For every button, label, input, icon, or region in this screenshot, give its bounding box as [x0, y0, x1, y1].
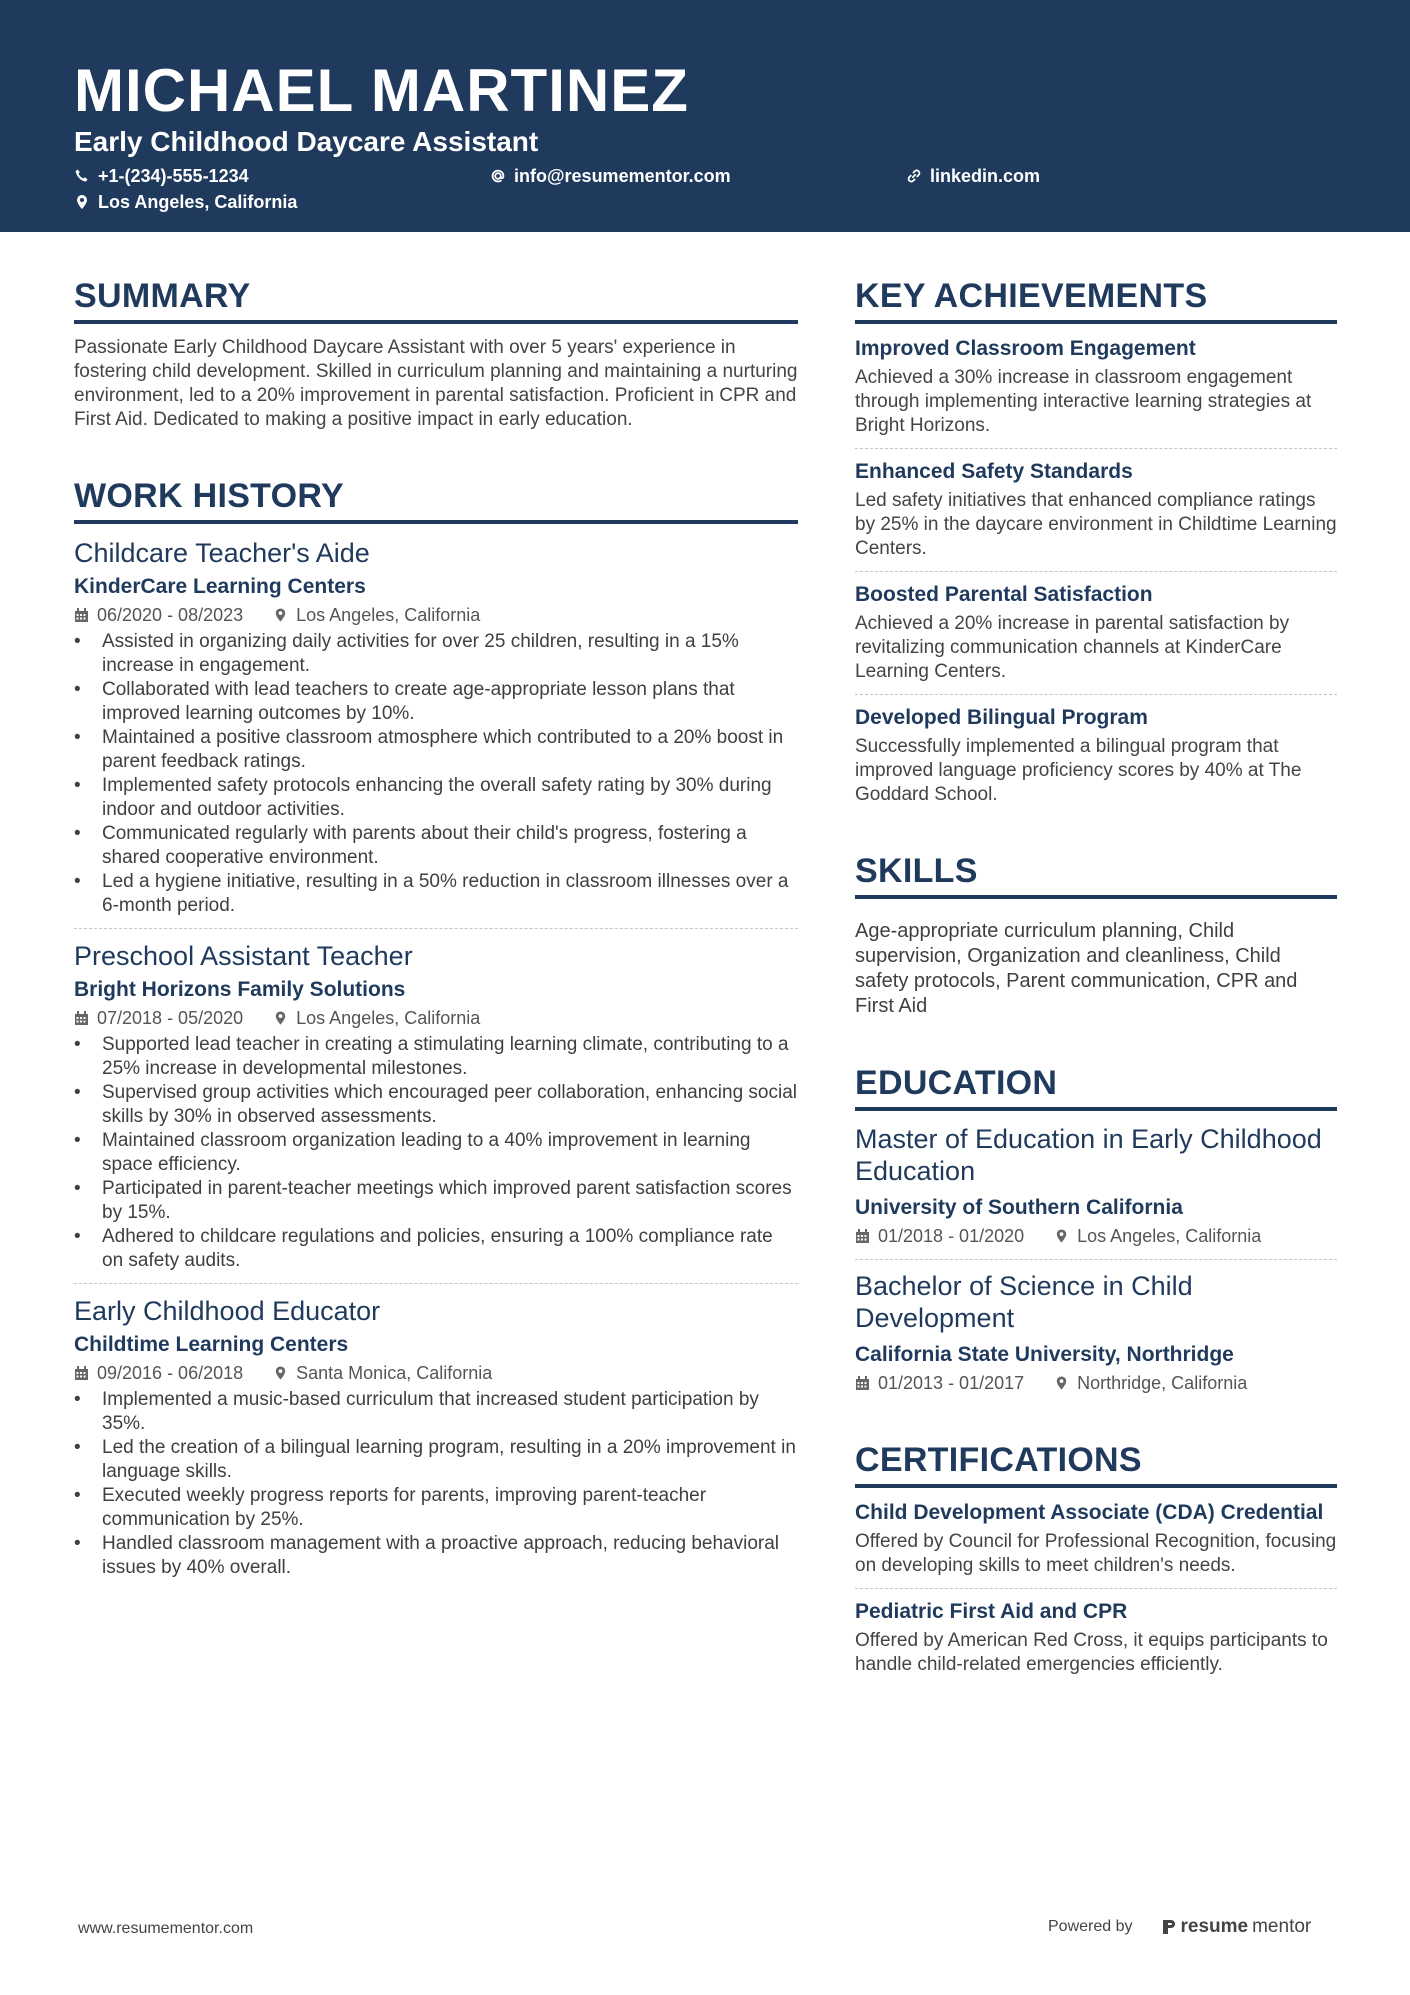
resumementor-logo-icon: [1161, 1918, 1177, 1936]
skills-text: Age-appropriate curriculum planning, Child supervision, Organization and cleanliness, Child safety protocols, Parent communication, CPR and First Aid: [855, 920, 1298, 1017]
work-history-heading: WORK HISTORY: [74, 472, 798, 524]
job-meta: [74, 1005, 798, 1031]
certifications-heading: CERTIFICATIONS: [855, 1436, 1337, 1488]
link-icon: [906, 168, 922, 184]
achievement-item: [855, 705, 1337, 807]
contact-linkedin[interactable]: [906, 166, 1286, 186]
entry-divider: [74, 1283, 798, 1284]
location-pin-icon: [1054, 1375, 1069, 1391]
certification-desc: Offered by Council for Professional Recognition, focusing on developing skills to meet children's needs.: [855, 1531, 1337, 1576]
education-degree: Master of Education in Early Childhood Education: [855, 1124, 1322, 1186]
job-entry: [74, 1294, 798, 1580]
education-school: University of Southern California: [855, 1196, 1183, 1219]
job-location: [273, 1360, 492, 1386]
list-item: • Collaborated with lead teachers to create age-appropriate lesson plans that improved learning outcomes by 10%.: [74, 678, 798, 726]
entry-divider: [855, 1259, 1337, 1260]
list-item: • Maintained classroom organization leading to a 40% improvement in learning space efficiency.: [74, 1129, 798, 1177]
education-dates: [855, 1223, 1024, 1249]
achievement-item: [855, 336, 1337, 438]
job-entry: [74, 939, 798, 1273]
brand-name-light: mentor: [1252, 1916, 1312, 1937]
education-item: [855, 1270, 1337, 1396]
achievement-desc: Achieved a 20% increase in parental satisfaction by revitalizing communication channels at KinderCare Learning Centers.: [855, 613, 1290, 682]
education-location: [1054, 1370, 1247, 1396]
list-item: • Led the creation of a bilingual learning program, resulting in a 20% improvement in language skills.: [74, 1436, 798, 1484]
job-bullets: [74, 630, 798, 918]
education-dates-text: 01/2018 - 01/2020: [878, 1226, 1025, 1246]
location-pin-icon: [273, 607, 288, 623]
right-column: [855, 272, 1337, 1717]
entry-divider: [855, 1588, 1337, 1589]
achievement-title: Boosted Parental Satisfaction: [855, 583, 1153, 606]
certification-item: [855, 1500, 1337, 1578]
job-title: Early Childhood Educator: [74, 1296, 381, 1326]
education-degree: Bachelor of Science in Child Development: [855, 1271, 1193, 1333]
certification-title: Child Development Associate (CDA) Credential: [855, 1501, 1324, 1524]
list-item: • Participated in parent-teacher meetings which improved parent satisfaction scores by 15%.: [74, 1177, 798, 1225]
education-meta: [855, 1223, 1337, 1249]
list-item: • Led a hygiene initiative, resulting in a 50% reduction in classroom illnesses over a 6-month period.: [74, 870, 798, 918]
education-school: California State University, Northridge: [855, 1343, 1234, 1366]
job-dates-text: 09/2016 - 06/2018: [97, 1363, 244, 1383]
calendar-icon: [855, 1228, 870, 1244]
candidate-role: Early Childhood Daycare Assistant: [74, 126, 539, 157]
work-history-section: [74, 472, 798, 1580]
job-dates-text: 06/2020 - 08/2023: [97, 605, 244, 625]
footer-branding: [1048, 1916, 1311, 1938]
location-pin-icon: [74, 194, 90, 210]
job-company: KinderCare Learning Centers: [74, 575, 366, 598]
education-dates: [855, 1370, 1024, 1396]
job-company: Childtime Learning Centers: [74, 1333, 349, 1356]
linkedin-text: linkedin.com: [930, 166, 1041, 186]
job-location-text: Los Angeles, California: [296, 1008, 481, 1028]
achievement-desc: Successfully implemented a bilingual program that improved language proficiency scores by 40% at The Goddard School.: [855, 736, 1302, 805]
phone-icon: [74, 168, 90, 184]
job-location: [273, 1005, 480, 1031]
education-meta: [855, 1370, 1337, 1396]
achievements-heading: KEY ACHIEVEMENTS: [855, 272, 1337, 324]
location-pin-icon: [273, 1365, 288, 1381]
achievement-item: [855, 582, 1337, 684]
list-item: • Implemented safety protocols enhancing the overall safety rating by 30% during indoor and outdoor activities.: [74, 774, 798, 822]
list-item: • Communicated regularly with parents about their child's progress, fostering a shared cooperative environment.: [74, 822, 798, 870]
job-dates: [74, 602, 243, 628]
job-dates: [74, 1005, 243, 1031]
powered-by-label: Powered by: [1048, 1918, 1133, 1935]
list-item: • Supervised group activities which encouraged peer collaboration, enhancing social skills by 30% in observed assessments.: [74, 1081, 798, 1129]
calendar-icon: [74, 607, 89, 623]
job-meta: [74, 1360, 798, 1386]
location-pin-icon: [1054, 1228, 1069, 1244]
education-heading: EDUCATION: [855, 1059, 1337, 1111]
summary-section: [74, 272, 798, 432]
job-dates-text: 07/2018 - 05/2020: [97, 1008, 244, 1028]
contact-location: [74, 192, 490, 212]
achievement-desc: Achieved a 30% increase in classroom engagement through implementing interactive learning strategies at Bright Horizons.: [855, 367, 1312, 436]
education-location-text: Northridge, California: [1077, 1373, 1248, 1393]
job-bullets: [74, 1388, 798, 1580]
footer-website[interactable]: www.resumementor.com: [78, 1920, 254, 1937]
job-title: Childcare Teacher's Aide: [74, 538, 370, 568]
achievement-item: [855, 459, 1337, 561]
list-item: • Assisted in organizing daily activities for over 25 children, resulting in a 15% increase in engagement.: [74, 630, 798, 678]
education-location-text: Los Angeles, California: [1077, 1226, 1262, 1246]
contact-phone[interactable]: [74, 166, 490, 186]
list-item: • Executed weekly progress reports for parents, improving parent-teacher communication by 25%.: [74, 1484, 798, 1532]
education-section: [855, 1059, 1337, 1396]
achievement-title: Developed Bilingual Program: [855, 706, 1148, 729]
entry-divider: [855, 694, 1337, 695]
achievement-desc: Led safety initiatives that enhanced compliance ratings by 25% in the daycare environment in Childtime Learning Centers.: [855, 490, 1337, 559]
location-text: Los Angeles, California: [98, 192, 298, 212]
certification-item: [855, 1599, 1337, 1677]
left-column: [74, 272, 798, 1620]
education-item: [855, 1123, 1337, 1249]
certification-title: Pediatric First Aid and CPR: [855, 1600, 1128, 1623]
job-location-text: Los Angeles, California: [296, 605, 481, 625]
list-item: • Supported lead teacher in creating a stimulating learning climate, contributing to a 25% increase in developmental milestones.: [74, 1033, 798, 1081]
certifications-section: [855, 1436, 1337, 1677]
job-title: Preschool Assistant Teacher: [74, 941, 413, 971]
calendar-icon: [74, 1010, 89, 1026]
list-item: • Handled classroom management with a proactive approach, reducing behavioral issues by 40% overall.: [74, 1532, 798, 1580]
location-pin-icon: [273, 1010, 288, 1026]
job-bullets: [74, 1033, 798, 1273]
achievement-title: Improved Classroom Engagement: [855, 337, 1196, 360]
list-item: • Adhered to childcare regulations and policies, ensuring a 100% compliance rate on safety audits.: [74, 1225, 798, 1273]
summary-text: Passionate Early Childhood Daycare Assistant with over 5 years' experience in fostering child development. Skilled in curriculum planning and maintaining a nurturing environment, led to a 20% improvement in parental satisfaction. Proficient in CPR and First Aid. Dedicated to making a positive impact in early education.: [74, 337, 798, 430]
list-item: • Maintained a positive classroom atmosphere which contributed to a 20% boost in parent feedback ratings.: [74, 726, 798, 774]
education-location: [1054, 1223, 1261, 1249]
entry-divider: [74, 928, 798, 929]
brand-logo[interactable]: [1161, 1916, 1312, 1938]
candidate-name: MICHAEL MARTINEZ: [74, 57, 689, 124]
entry-divider: [855, 571, 1337, 572]
skills-section: [855, 847, 1337, 1019]
certification-desc: Offered by American Red Cross, it equips participants to handle child-related emergencies efficiently.: [855, 1630, 1328, 1675]
summary-heading: SUMMARY: [74, 272, 798, 324]
skills-heading: SKILLS: [855, 847, 1337, 899]
list-item: • Implemented a music-based curriculum that increased student participation by 35%.: [74, 1388, 798, 1436]
email-text: info@resumementor.com: [514, 166, 731, 186]
entry-divider: [855, 448, 1337, 449]
job-dates: [74, 1360, 243, 1386]
at-sign-icon: [490, 168, 506, 184]
education-dates-text: 01/2013 - 01/2017: [878, 1373, 1025, 1393]
brand-name-bold: resume: [1180, 1916, 1249, 1937]
job-location: [273, 602, 480, 628]
phone-text: +1-(234)-555-1234: [98, 166, 249, 186]
job-entry: [74, 536, 798, 918]
job-meta: [74, 602, 798, 628]
achievement-title: Enhanced Safety Standards: [855, 460, 1133, 483]
calendar-icon: [855, 1375, 870, 1391]
calendar-icon: [74, 1365, 89, 1381]
contact-list: [74, 166, 1336, 212]
achievements-section: [855, 272, 1337, 807]
job-location-text: Santa Monica, California: [296, 1363, 493, 1383]
contact-email[interactable]: [490, 166, 906, 186]
job-company: Bright Horizons Family Solutions: [74, 978, 406, 1001]
resume-header: [0, 0, 1410, 232]
